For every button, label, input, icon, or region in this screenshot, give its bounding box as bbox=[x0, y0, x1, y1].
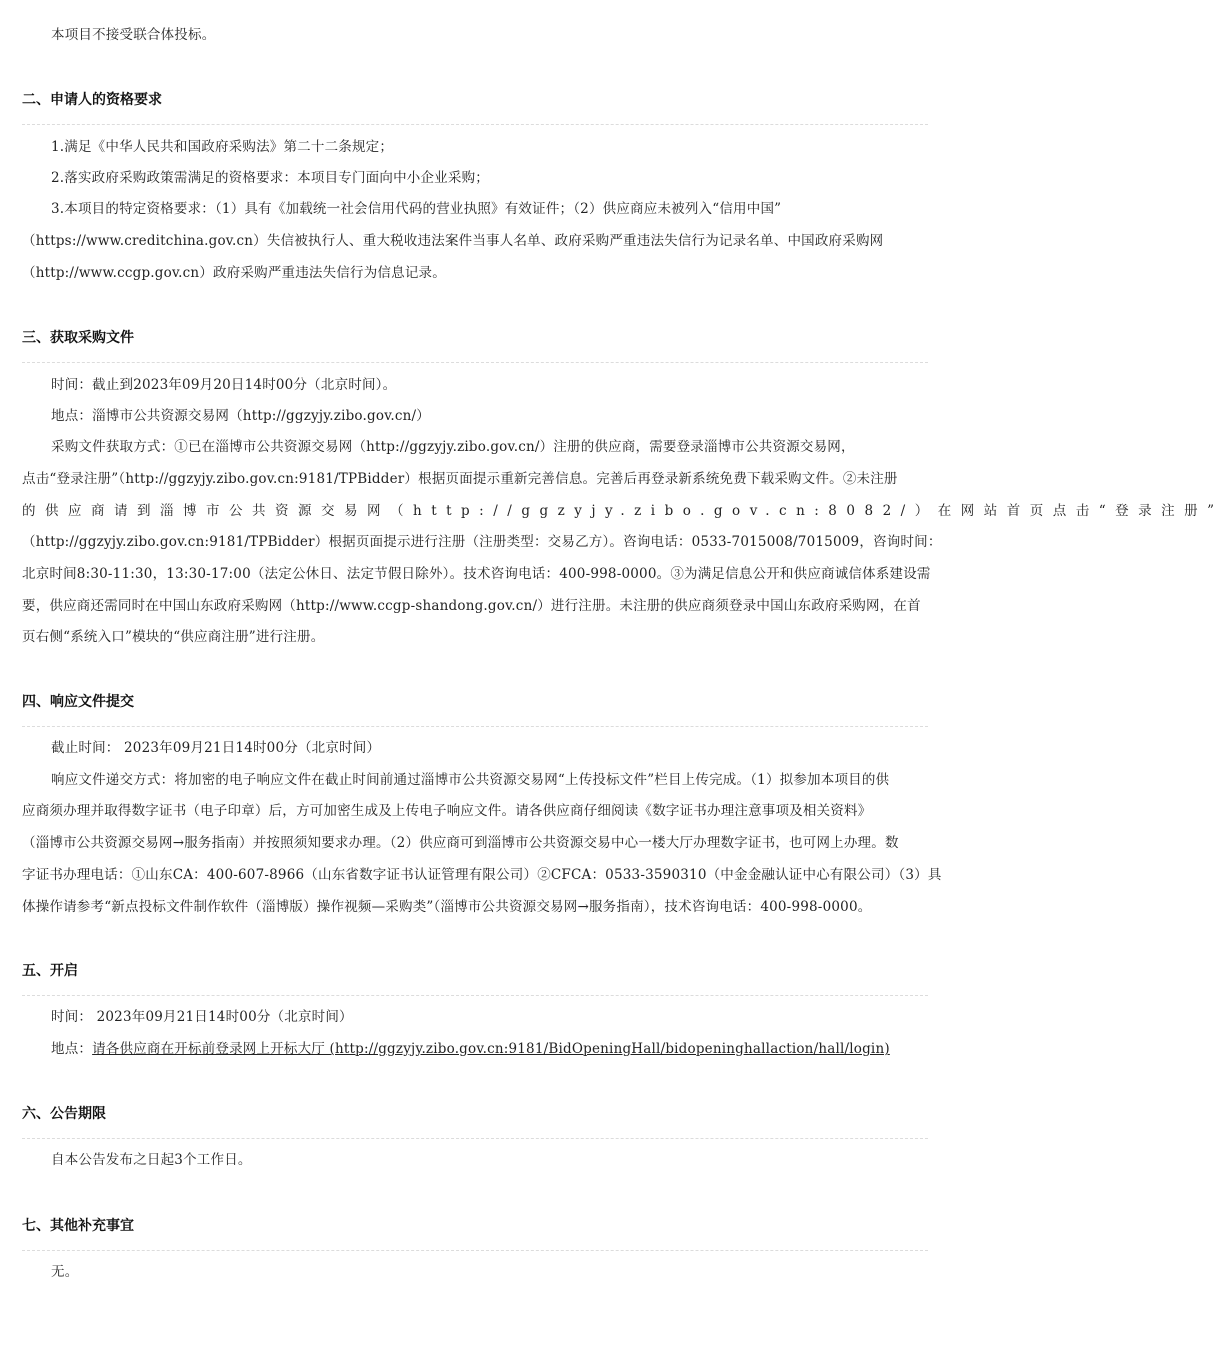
section-divider bbox=[22, 1250, 928, 1251]
submission-method-line-2: 应商须办理并取得数字证书（电子印章）后，方可加密生成及上传电子响应文件。请各供应商仔细阅读《数字证书办理注意事项及相关资料》 bbox=[22, 803, 872, 819]
section-divider bbox=[22, 362, 928, 363]
bid-opening-hall-link[interactable]: 请各供应商在开标前登录网上开标大厅 (http://ggzyjy.zibo.gov.cn:9181/BidOpeningHall/bidopeninghallaction/hall/login) bbox=[92, 1041, 890, 1057]
obtain-method-line-2: 点击“登录注册”（http://ggzyjy.zibo.gov.cn:9181/TPBidder）根据页面提示重新完善信息。完善后再登录新系统免费下载采购文件。②未注册 bbox=[22, 471, 898, 487]
submission-method-line-5: 体操作请参考“新点投标文件制作软件（淄博版）操作视频—采购类”（淄博市公共资源交易网→服务指南），技术咨询电话：400-998-0000。 bbox=[22, 899, 872, 915]
submission-method-line-1: 响应文件递交方式：将加密的电子响应文件在截止时间前通过淄博市公共资源交易网“上传投标文件”栏目上传完成。（1）拟参加本项目的供 bbox=[51, 772, 890, 788]
notice-period-text: 自本公告发布之日起3个工作日。 bbox=[51, 1152, 252, 1168]
obtain-method-line-1: 采购文件获取方式：①已在淄博市公共资源交易网（http://ggzyjy.zibo.gov.cn/）注册的供应商，需要登录淄博市公共资源交易网， bbox=[51, 439, 855, 455]
submission-method-line-4: 字证书办理电话：①山东CA：400-607-8966（山东省数字证书认证管理有限公司）②CFCA：0533-3590310（中金金融认证中心有限公司）（3）具 bbox=[22, 867, 942, 883]
section-heading-qualifications: 二、申请人的资格要求 bbox=[22, 92, 162, 108]
consortium-note: 本项目不接受联合体投标。 bbox=[51, 27, 216, 43]
qualification-line-5: （http://www.ccgp.gov.cn）政府采购严重违法失信行为信息记录。 bbox=[22, 265, 446, 281]
opening-time: 时间： 2023年09月21日14时00分（北京时间） bbox=[51, 1009, 353, 1025]
obtain-place: 地点：淄博市公共资源交易网（http://ggzyjy.zibo.gov.cn/） bbox=[51, 408, 431, 424]
obtain-method-line-7: 页右侧“系统入口”模块的“供应商注册”进行注册。 bbox=[22, 629, 325, 645]
section-heading-opening: 五、开启 bbox=[22, 963, 78, 979]
qualification-line-2: 2.落实政府采购政策需满足的资格要求：本项目专门面向中小企业采购； bbox=[51, 170, 489, 186]
obtain-time: 时间：截止到2023年09月20日14时00分（北京时间）。 bbox=[51, 377, 397, 393]
qualification-line-1: 1.满足《中华人民共和国政府采购法》第二十二条规定； bbox=[51, 139, 394, 155]
opening-place-label: 地点： bbox=[51, 1041, 93, 1057]
section-heading-obtain-documents: 三、获取采购文件 bbox=[22, 330, 134, 346]
other-matters-text: 无。 bbox=[51, 1264, 79, 1280]
section-divider bbox=[22, 1138, 928, 1139]
section-heading-submission: 四、响应文件提交 bbox=[22, 694, 134, 710]
obtain-method-line-6: 要，供应商还需同时在中国山东政府采购网（http://www.ccgp-shandong.gov.cn/）进行注册。未注册的供应商须登录中国山东政府采购网，在首 bbox=[22, 598, 921, 614]
opening-place bbox=[51, 1039, 928, 1059]
section-heading-other-matters: 七、其他补充事宜 bbox=[22, 1218, 134, 1234]
obtain-method-line-3: 的供应商请到淄博市公共资源交易网（http://ggzyjy.zibo.gov.cn:8082/）在网站首页点击“登录注册” bbox=[22, 503, 1224, 519]
obtain-method-line-4: （http://ggzyjy.zibo.gov.cn:9181/TPBidder）根据页面提示进行注册（注册类型：交易乙方）。咨询电话：0533-7015008/7015009，咨询时间： bbox=[22, 534, 942, 550]
submission-method-line-3: （淄博市公共资源交易网→服务指南）并按照须知要求办理。（2）供应商可到淄博市公共资源交易中心一楼大厅办理数字证书，也可网上办理。数 bbox=[22, 835, 899, 851]
section-heading-notice-period: 六、公告期限 bbox=[22, 1106, 106, 1122]
section-divider bbox=[22, 124, 928, 125]
section-divider bbox=[22, 726, 928, 727]
qualification-line-3: 3.本项目的特定资格要求：（1）具有《加载统一社会信用代码的营业执照》有效证件；（2）供应商应未被列入“信用中国” bbox=[51, 201, 782, 217]
section-divider bbox=[22, 995, 928, 996]
submission-deadline: 截止时间： 2023年09月21日14时00分（北京时间） bbox=[51, 740, 381, 756]
qualification-line-4: （https://www.creditchina.gov.cn）失信被执行人、重大税收违法案件当事人名单、政府采购严重违法失信行为记录名单、中国政府采购网 bbox=[22, 233, 884, 249]
obtain-method-line-5: 北京时间8:30-11:30，13:30-17:00（法定公休日、法定节假日除外）。技术咨询电话：400-998-0000。③为满足信息公开和供应商诚信体系建设需 bbox=[22, 566, 931, 582]
